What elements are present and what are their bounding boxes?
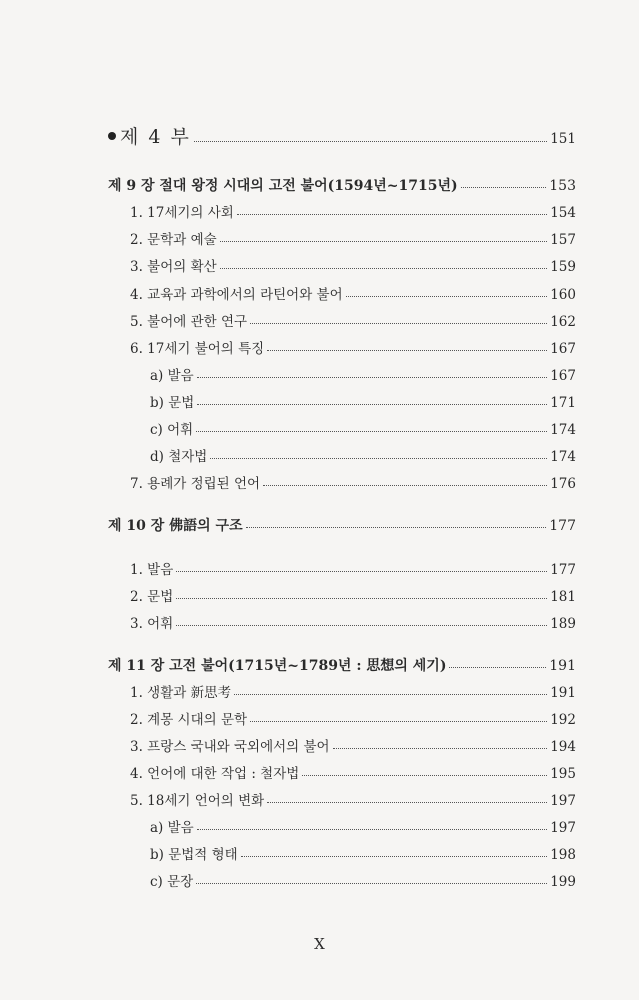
section-title: 2. 계몽 시대의 문학 xyxy=(130,712,248,728)
page-number: 174 xyxy=(550,449,576,465)
page-number: 154 xyxy=(550,205,576,221)
dot-leader xyxy=(250,721,547,722)
dot-leader xyxy=(237,214,547,215)
section-title: 7. 용례가 정립된 언어 xyxy=(130,476,261,492)
subsection-title: b) 문법 xyxy=(150,395,195,411)
section-title: 2. 문법 xyxy=(130,589,174,605)
page-number: 197 xyxy=(550,820,576,836)
page-number: 167 xyxy=(550,368,576,384)
dot-leader xyxy=(196,883,547,884)
subsection-title: c) 문장 xyxy=(150,874,194,890)
dot-leader xyxy=(176,571,547,572)
toc-section-entry[interactable] xyxy=(130,710,576,730)
chapter-title: 제 9 장 절대 왕정 시대의 고전 불어(1594년~1715년) xyxy=(108,178,458,194)
page-number: 167 xyxy=(550,341,576,357)
section-title: 6. 17세기 불어의 특징 xyxy=(130,341,265,357)
page-number: 151 xyxy=(550,131,576,147)
page-number: 199 xyxy=(550,874,576,890)
toc-part-entry[interactable] xyxy=(108,124,576,150)
dot-leader xyxy=(197,377,548,378)
dot-leader xyxy=(246,527,547,528)
toc-section-entry[interactable] xyxy=(130,683,576,703)
toc-section-entry[interactable] xyxy=(130,764,576,784)
dot-leader xyxy=(346,296,548,297)
dot-leader xyxy=(267,802,547,803)
page-number: 195 xyxy=(550,766,576,782)
page-number: 174 xyxy=(550,422,576,438)
table-of-contents xyxy=(108,0,576,1000)
section-title: 1. 생활과 新思考 xyxy=(130,685,232,701)
dot-leader xyxy=(302,775,547,776)
toc-section-entry[interactable] xyxy=(130,614,576,634)
chapter-title: 제 11 장 고전 불어(1715년~1789년 : 思想의 세기) xyxy=(108,658,447,674)
page-number: 191 xyxy=(550,685,576,701)
toc-section-entry[interactable] xyxy=(130,737,576,757)
toc-section-entry[interactable] xyxy=(130,339,576,359)
toc-subsection-entry[interactable] xyxy=(150,845,576,865)
page-number: 177 xyxy=(550,562,576,578)
page-number: 157 xyxy=(550,232,576,248)
toc-section-entry[interactable] xyxy=(130,257,576,277)
dot-leader xyxy=(250,323,547,324)
section-title: 4. 교육과 과학에서의 라틴어와 불어 xyxy=(130,287,343,303)
dot-leader xyxy=(194,141,547,142)
section-title: 2. 문학과 예술 xyxy=(130,232,217,248)
subsection-title: a) 발음 xyxy=(150,368,194,384)
dot-leader xyxy=(263,485,547,486)
toc-section-entry[interactable] xyxy=(130,312,576,332)
toc-section-entry[interactable] xyxy=(130,474,576,494)
toc-section-entry[interactable] xyxy=(130,560,576,580)
page-number: 189 xyxy=(550,616,576,632)
toc-section-entry[interactable] xyxy=(130,791,576,811)
subsection-title: b) 문법적 형태 xyxy=(150,847,238,863)
toc-chapter-entry[interactable] xyxy=(108,516,576,536)
toc-chapter-entry[interactable] xyxy=(108,656,576,676)
toc-subsection-entry[interactable] xyxy=(150,420,576,440)
part-label: 제 4 부 xyxy=(120,126,191,148)
dot-leader xyxy=(176,598,547,599)
page-number: 171 xyxy=(550,395,576,411)
dot-leader xyxy=(197,404,547,405)
subsection-title: c) 어휘 xyxy=(150,422,194,438)
toc-section-entry[interactable] xyxy=(130,230,576,250)
dot-leader xyxy=(210,458,547,459)
section-title: 3. 프랑스 국내와 국외에서의 불어 xyxy=(130,739,330,755)
dot-leader xyxy=(461,187,547,188)
section-title: 3. 어휘 xyxy=(130,616,174,632)
section-title: 1. 발음 xyxy=(130,562,174,578)
chapter-title: 제 10 장 佛語의 구조 xyxy=(108,518,243,534)
page-number: 159 xyxy=(550,259,576,275)
section-title: 5. 불어에 관한 연구 xyxy=(130,314,248,330)
toc-section-entry[interactable] xyxy=(130,587,576,607)
dot-leader xyxy=(176,625,547,626)
dot-leader xyxy=(220,268,548,269)
page-number: 191 xyxy=(549,658,576,674)
dot-leader xyxy=(333,748,548,749)
page-number: 177 xyxy=(549,518,576,534)
section-title: 3. 불어의 확산 xyxy=(130,259,217,275)
page-number: 176 xyxy=(550,476,576,492)
toc-subsection-entry[interactable] xyxy=(150,818,576,838)
subsection-title: a) 발음 xyxy=(150,820,194,836)
page-number: 194 xyxy=(550,739,576,755)
dot-leader xyxy=(267,350,547,351)
page-number: 192 xyxy=(550,712,576,728)
section-title: 1. 17세기의 사회 xyxy=(130,205,234,221)
page-number: 198 xyxy=(550,847,576,863)
section-title: 4. 언어에 대한 작업 : 철자법 xyxy=(130,766,300,782)
page-number: 162 xyxy=(550,314,576,330)
dot-leader xyxy=(196,431,547,432)
dot-leader xyxy=(197,829,548,830)
bullet-icon xyxy=(108,132,116,140)
toc-subsection-entry[interactable] xyxy=(150,872,576,892)
section-title: 5. 18세기 언어의 변화 xyxy=(130,793,265,809)
toc-section-entry[interactable] xyxy=(130,285,576,305)
part-title xyxy=(108,124,191,150)
dot-leader xyxy=(220,241,548,242)
page-footer-number: X xyxy=(314,935,325,953)
toc-subsection-entry[interactable] xyxy=(150,366,576,386)
page-number: 153 xyxy=(549,178,576,194)
page-number: 197 xyxy=(550,793,576,809)
page-number: 160 xyxy=(550,287,576,303)
dot-leader xyxy=(241,856,548,857)
toc-section-entry[interactable] xyxy=(130,203,576,223)
subsection-title: d) 철자법 xyxy=(150,449,208,465)
dot-leader xyxy=(234,694,547,695)
page-number: 181 xyxy=(550,589,576,605)
toc-chapter-entry[interactable] xyxy=(108,176,576,196)
dot-leader xyxy=(449,667,546,668)
toc-subsection-entry[interactable] xyxy=(150,393,576,413)
toc-subsection-entry[interactable] xyxy=(150,447,576,467)
